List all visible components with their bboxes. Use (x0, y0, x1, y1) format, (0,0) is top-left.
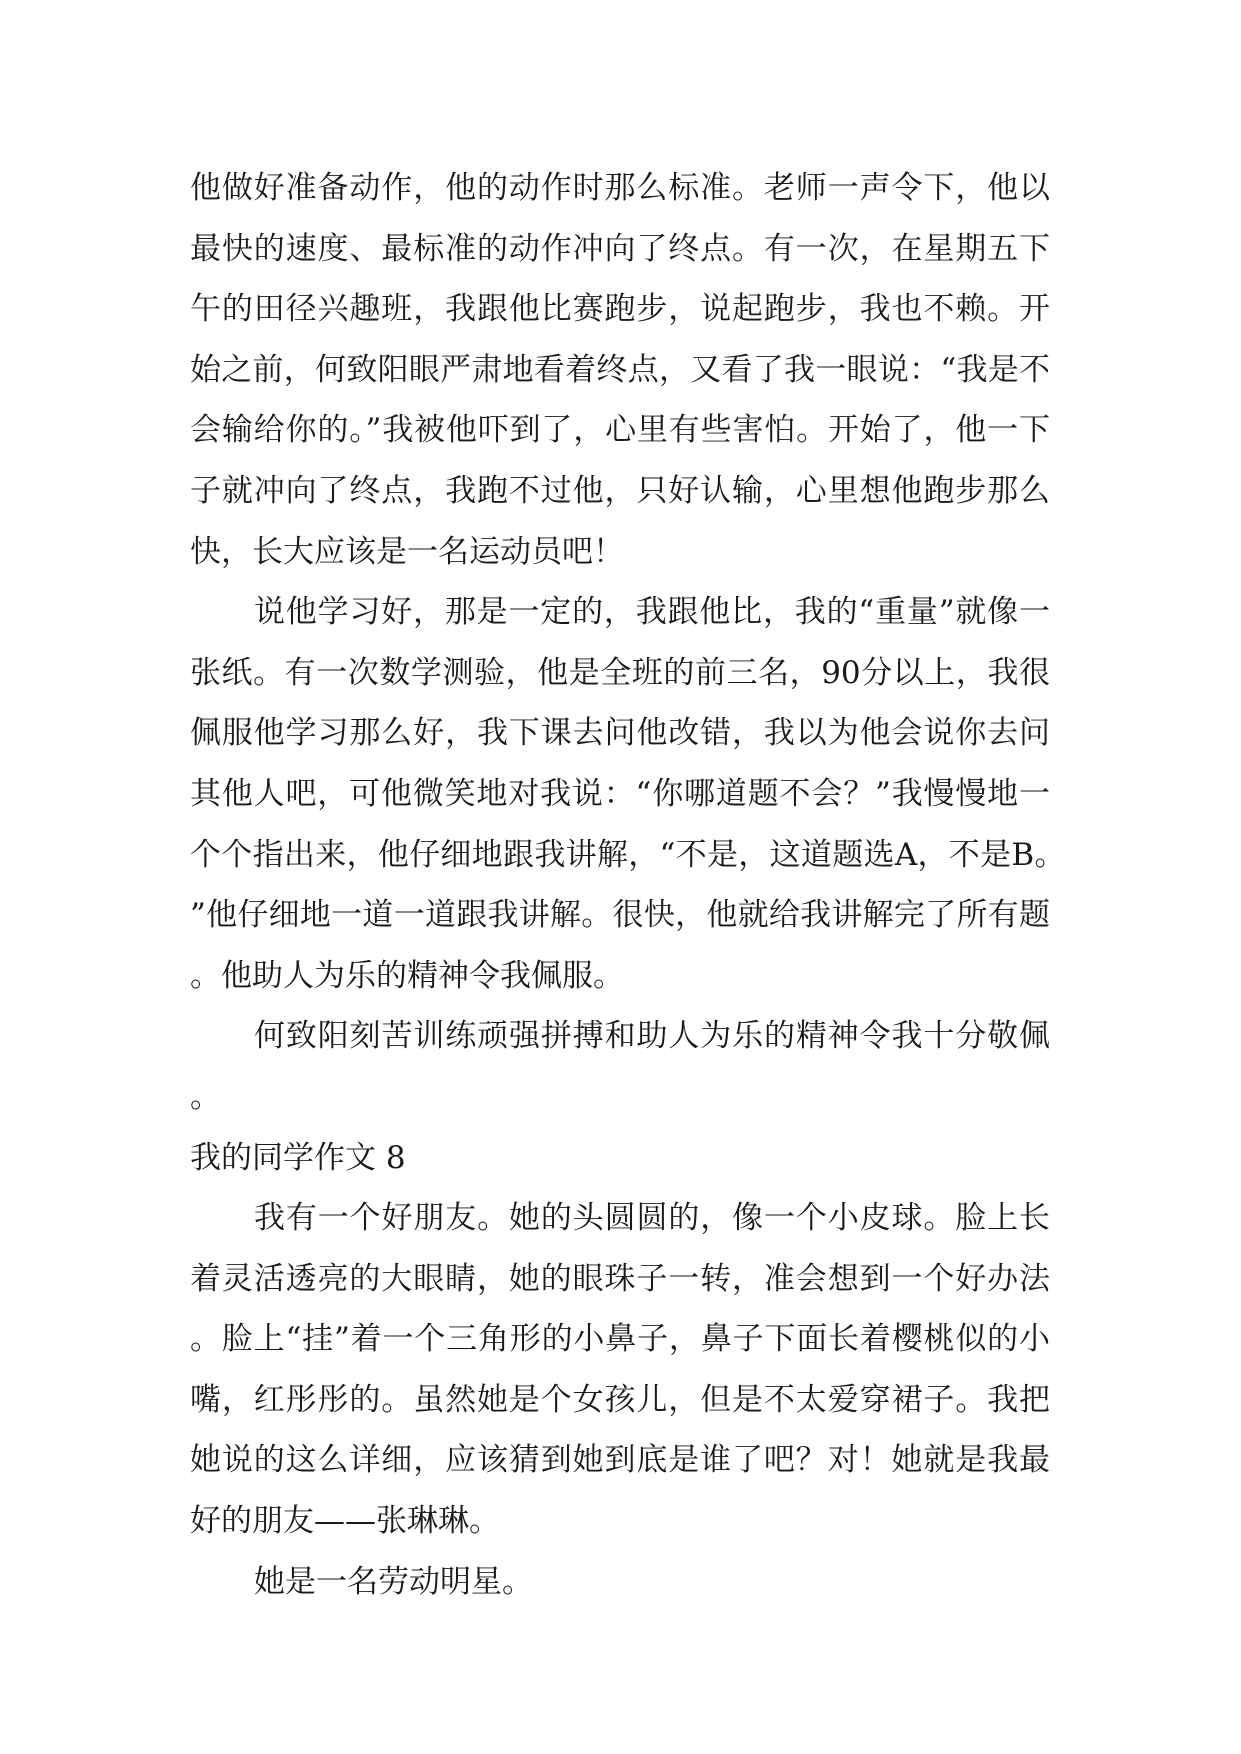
document-body (190, 158, 1050, 1612)
paragraph-study: 说他学习好，那是一定的，我跟他比，我的“重量”就像一张纸。有一次数学测验，他是全班的前三名，90分以上，我很佩服他学习那么好，我下课去问他改错，我以为他会说你去问其他人吧，可他微笑地对我说：“你哪道题不会？”我慢慢地一个个指出来，他仔细地跟我讲解，“不是，这道题选A，不是B。”他仔细地一道一道跟我讲解。很快，他就给我讲解完了所有题。他助人为乐的精神令我佩服。 (190, 594, 1050, 994)
essay-heading: 我的同学作文 8 (190, 1139, 406, 1176)
paragraph-friend-description: 我有一个好朋友。她的头圆圆的，像一个小皮球。脸上长着灵活透亮的大眼睛，她的眼珠子一转，准会想到一个好办法。脸上“挂”着一个三角形的小鼻子，鼻子下面长着樱桃似的小嘴，红彤彤的。虽然她是个女孩儿，但是不太爱穿裙子。我把她说的这么详细，应该猜到她到底是谁了吧？对！她就是我最好的朋友——张琳琳。 (190, 1200, 1050, 1540)
paragraph-running-race: 他做好准备动作，他的动作时那么标准。老师一声令下，他以最快的速度、最标准的动作冲向了终点。有一次，在星期五下午的田径兴趣班，我跟他比赛跑步，说起跑步，我也不赖。开始之前，何致阳眼严肃地看着终点，又看了我一眼说：“我是不会输给你的。”我被他吓到了，心里有些害怕。开始了，他一下子就冲向了终点，我跑不过他，只好认输，心里想他跑步那么快，长大应该是一名运动员吧！ (190, 170, 1050, 570)
paragraph-labor-star: 她是一名劳动明星。 (254, 1563, 533, 1600)
paragraph-conclusion: 何致阳刻苦训练顽强拼搏和助人为乐的精神令我十分敬佩。 (190, 1018, 1050, 1115)
